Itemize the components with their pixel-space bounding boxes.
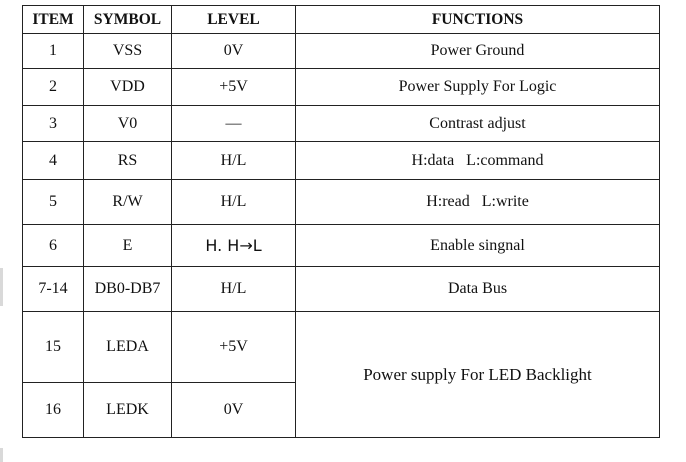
cell-function-merged: Power supply For LED Backlight: [296, 312, 660, 438]
cell-function: H:read L:write: [296, 180, 660, 225]
table-row: [23, 267, 660, 312]
header-item: ITEM: [23, 6, 84, 34]
cell-level: 0V: [172, 383, 296, 438]
cell-item: 1: [23, 34, 84, 69]
cell-function: Enable singnal: [296, 225, 660, 267]
cell-symbol: R/W: [84, 180, 172, 225]
cell-function: Data Bus: [296, 267, 660, 312]
cell-level: H/L: [172, 142, 296, 180]
cell-function: Power Ground: [296, 34, 660, 69]
table-row: [23, 225, 660, 267]
table-row: [23, 106, 660, 142]
cell-item: 3: [23, 106, 84, 142]
cell-symbol: E: [84, 225, 172, 267]
cell-function: Contrast adjust: [296, 106, 660, 142]
cell-symbol: RS: [84, 142, 172, 180]
cell-level: —: [172, 106, 296, 142]
cell-level: H. H→L: [172, 225, 296, 267]
header-level: LEVEL: [172, 6, 296, 34]
pin-description-table: [22, 5, 660, 438]
table-row: [23, 312, 660, 383]
table-row: [23, 34, 660, 69]
left-edge-mark-top: [0, 268, 3, 306]
cell-item: 5: [23, 180, 84, 225]
table-row: [23, 69, 660, 106]
cell-function: Power Supply For Logic: [296, 69, 660, 106]
cell-symbol: VDD: [84, 69, 172, 106]
cell-level: +5V: [172, 312, 296, 383]
header-symbol: SYMBOL: [84, 6, 172, 34]
cell-item: 2: [23, 69, 84, 106]
cell-level: +5V: [172, 69, 296, 106]
left-edge-mark-bottom: [0, 448, 3, 462]
cell-symbol: VSS: [84, 34, 172, 69]
table-header-row: [23, 6, 660, 34]
cell-symbol: LEDA: [84, 312, 172, 383]
cell-symbol: LEDK: [84, 383, 172, 438]
cell-level: 0V: [172, 34, 296, 69]
table-row: [23, 142, 660, 180]
cell-item: 6: [23, 225, 84, 267]
cell-symbol: DB0-DB7: [84, 267, 172, 312]
table-row: [23, 180, 660, 225]
cell-symbol: V0: [84, 106, 172, 142]
cell-function: H:data L:command: [296, 142, 660, 180]
cell-item: 16: [23, 383, 84, 438]
cell-level: H/L: [172, 267, 296, 312]
cell-item: 15: [23, 312, 84, 383]
cell-item: 7-14: [23, 267, 84, 312]
header-functions: FUNCTIONS: [296, 6, 660, 34]
cell-item: 4: [23, 142, 84, 180]
cell-level: H/L: [172, 180, 296, 225]
